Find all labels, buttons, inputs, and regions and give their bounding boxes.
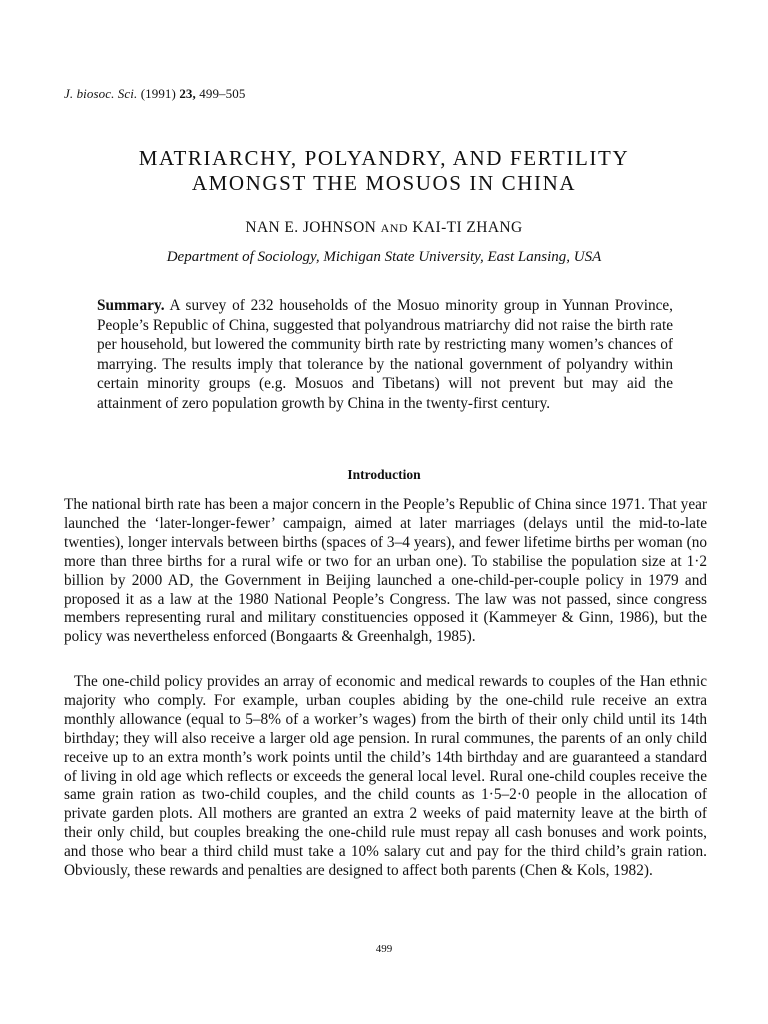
section-heading-introduction: Introduction bbox=[347, 467, 421, 482]
body-paragraph-1: The national birth rate has been a major concern in the People’s Republic of China since 1971. That year launched the ‘later-longer-fewer’ campaign, aimed at later marriages (delays until the mid-to-late twenties), longer intervals between births (spaces of 3–4 years), and fewer lifetime births per woman (no more than three births for a rural wife or two for an urban one). To stabilise the population size at 1·2 billion by 2000 AD, the Government in Beijing launched a one-child-per-couple policy in 1979 and proposed it as a law at the 1980 National People’s Congress. The law was not passed, since congress members representing rural and military constituencies opposed it (Kammeyer & Ginn, 1986), but the policy was nevertheless enforced (Bongaarts & Greenhalgh, 1985). bbox=[64, 496, 707, 646]
author-2: KAI-TI ZHANG bbox=[412, 219, 523, 236]
article-title bbox=[0, 146, 768, 196]
author-line bbox=[0, 219, 768, 237]
page-number: 499 bbox=[375, 943, 393, 955]
citation-pages: 499–505 bbox=[199, 86, 246, 101]
citation-year: (1991) bbox=[140, 86, 176, 101]
body-paragraph-2: The one-child policy provides an array of economic and medical rewards to couples of the Han ethnic majority who comply. For example, urban couples abiding by the one-child rule receive an extra monthly allowance (equal to 5–8% of a worker’s wages) from the birth of their only child until its 14th birthday; they will also receive a larger old age pension. In rural communes, the parents of an only child receive up to an extra month’s work points until the child’s 14th birthday and are guaranteed a standard of living in old age which reflects or exceeds the general local level. Rural one-child couples receive the same grain ration as two-child couples, and the child counts as 1·5–2·0 people in the allocation of private garden plots. All mothers are granted an extra 2 weeks of paid maternity leave at the birth of their only child, but couples breaking the one-child rule must repay all cash bonuses and work points, and those who bear a third child must take a 10% salary cut and pay for the third child’s grain ration. Obviously, these rewards and penalties are designed to affect both parents (Chen & Kols, 1982). bbox=[64, 673, 707, 880]
author-conjunction: AND bbox=[380, 221, 409, 235]
journal-citation bbox=[64, 86, 245, 102]
citation-volume: 23, bbox=[179, 86, 196, 101]
summary-abstract bbox=[97, 296, 673, 414]
title-line-1: MATRIARCHY, POLYANDRY, AND FERTILITY bbox=[138, 146, 630, 170]
journal-name: J. biosoc. Sci. bbox=[64, 86, 138, 101]
summary-label: Summary. bbox=[97, 297, 165, 314]
author-1: NAN E. JOHNSON bbox=[245, 219, 377, 236]
title-line-2: AMONGST THE MOSUOS IN CHINA bbox=[191, 171, 577, 195]
summary-text: A survey of 232 households of the Mosuo minority group in Yunnan Province, People’s Republic of China, suggested that polyandrous matriarchy did not raise the birth rate per household, but lowered the community birth rate by restricting many women’s chances of marrying. The results imply that tolerance by the national government of polyandry within certain minority groups (e.g. Mosuos and Tibetans) will not prevent but may aid the attainment of zero population growth by China in the twenty-first century. bbox=[97, 297, 673, 412]
author-affiliation: Department of Sociology, Michigan State University, East Lansing, USA bbox=[166, 249, 602, 265]
